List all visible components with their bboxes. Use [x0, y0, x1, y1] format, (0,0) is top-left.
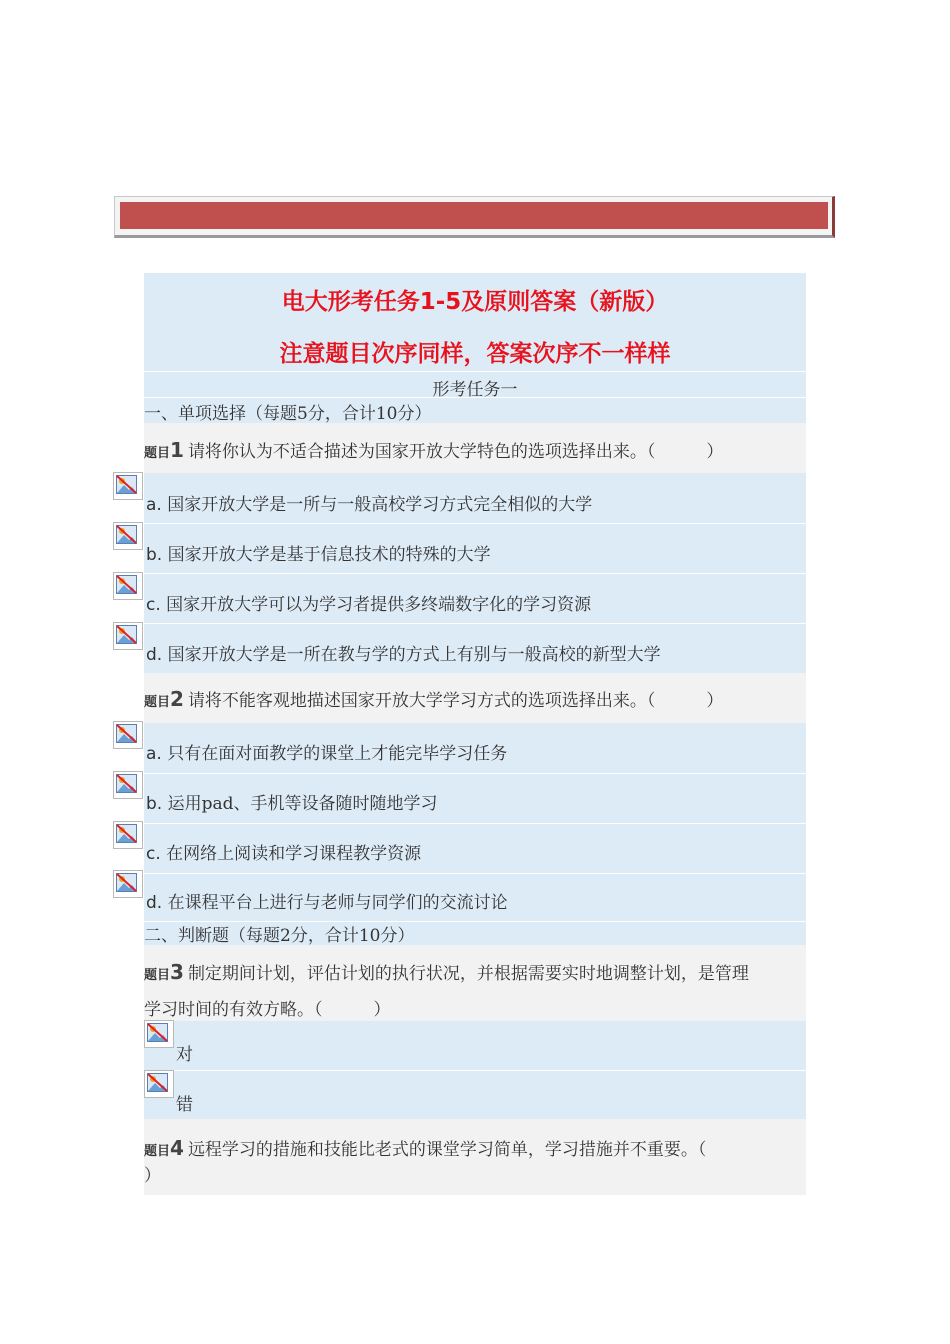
broken-image-icon: [113, 870, 143, 898]
question-label: 题目: [144, 968, 171, 983]
question-3: [144, 959, 749, 984]
broken-image-icon: [113, 821, 143, 849]
question-text: 请将不能客观地描述国家开放大学学习方式的选项选择出来。（ ）: [187, 691, 724, 711]
question-label: 题目: [144, 1144, 171, 1159]
broken-image-icon: [113, 622, 143, 650]
broken-image-icon: [113, 522, 143, 550]
question-number: 2: [170, 687, 184, 711]
option-2a[interactable]: a. 只有在面对面教学的课堂上才能完毕学习任务: [146, 744, 508, 764]
question-1: [144, 437, 723, 462]
option-1b[interactable]: b. 国家开放大学是基于信息技术的特殊的大学: [146, 545, 491, 565]
question-4: [144, 1135, 706, 1160]
top-banner: [114, 196, 835, 238]
option-1c[interactable]: c. 国家开放大学可以为学习者提供多终端数字化的学习资源: [146, 595, 592, 615]
banner-bar: [120, 202, 828, 229]
broken-image-icon: [144, 1070, 174, 1098]
question-text: 请将你认为不适合描述为国家开放大学特色的选项选择出来。（ ）: [187, 442, 724, 462]
broken-image-icon: [113, 721, 143, 749]
option-3-false[interactable]: 错: [176, 1095, 193, 1115]
question-number: 3: [170, 960, 184, 984]
option-1d[interactable]: d. 国家开放大学是一所在教与学的方式上有别与一般高校的新型大学: [146, 645, 661, 665]
option-2b[interactable]: b. 运用pad、手机等设备随时随地学习: [146, 794, 438, 814]
question-number: 4: [170, 1136, 184, 1160]
question-text: 远程学习的措施和技能比老式的课堂学习简单，学习措施并不重要。（: [187, 1140, 707, 1160]
task-name: 形考任务一: [432, 380, 518, 400]
question-text: 制定期间计划，评估计划的执行状况，并根据需要实时地调整计划，是管理: [187, 964, 749, 984]
page-subtitle: 注意题目次序同样，答案次序不一样样: [279, 341, 671, 367]
option-2d[interactable]: d. 在课程平台上进行与老师与同学们的交流讨论: [146, 893, 508, 913]
page-title: 电大形考任务1-5及原则答案（新版）: [281, 289, 669, 315]
option-3-true[interactable]: 对: [176, 1045, 193, 1065]
question-label: 题目: [144, 446, 171, 461]
broken-image-icon: [113, 771, 143, 799]
option-2c[interactable]: c. 在网络上阅读和学习课程教学资源: [146, 844, 422, 864]
broken-image-icon: [113, 572, 143, 600]
question-4-continued: ）: [144, 1166, 161, 1186]
question-label: 题目: [144, 695, 171, 710]
question-3-continued: 学习时间的有效方略。（ ）: [144, 1000, 391, 1020]
broken-image-icon: [144, 1020, 174, 1048]
question-2: [144, 686, 723, 711]
question-number: 1: [170, 438, 184, 462]
section-heading: 二、判断题（每题2分，合计10分）: [144, 926, 415, 946]
section-heading: 一、单项选择（每题5分，合计10分）: [144, 404, 432, 424]
option-1a[interactable]: a. 国家开放大学是一所与一般高校学习方式完全相似的大学: [146, 495, 593, 515]
broken-image-icon: [113, 472, 143, 500]
